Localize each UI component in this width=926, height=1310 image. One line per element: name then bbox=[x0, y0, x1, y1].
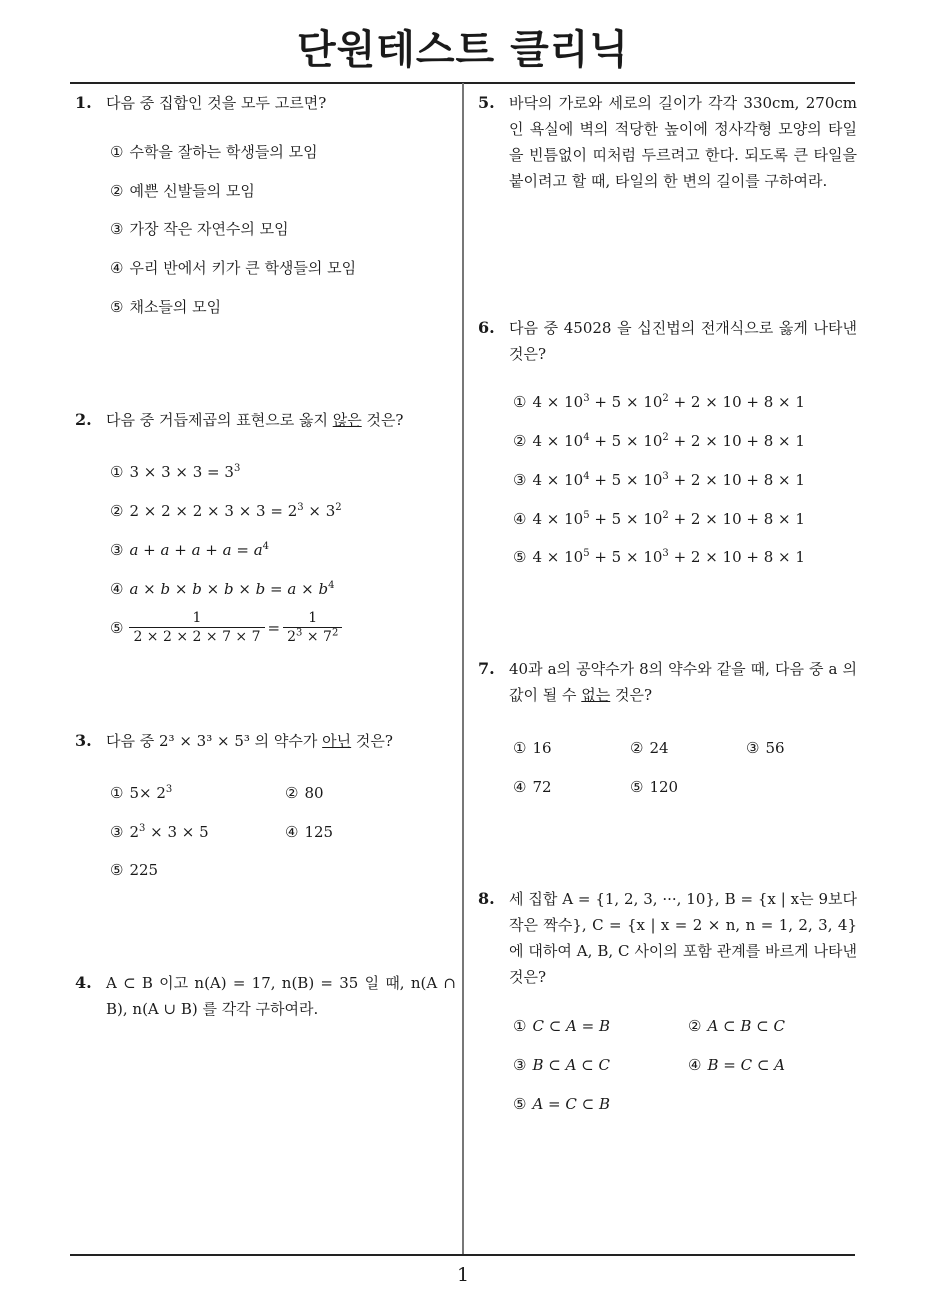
option-formula: $a \times b \times b \times b \times b = a \times b^4$ bbox=[129, 580, 335, 598]
option-text: 가장 작은 자연수의 모임 bbox=[129, 220, 289, 238]
option-formula: B ⊂ A ⊂ C bbox=[532, 1056, 610, 1074]
q3-option-5[interactable] bbox=[110, 860, 158, 880]
question-7 bbox=[478, 656, 857, 708]
fraction-right: $\frac{1}{2^3 \times 7^2}$ bbox=[283, 609, 342, 646]
q2-option-1[interactable] bbox=[110, 462, 240, 482]
q3-option-1[interactable] bbox=[110, 783, 172, 803]
option-marker: ④ bbox=[110, 580, 124, 598]
option-marker: ④ bbox=[285, 823, 299, 841]
q7-option-4[interactable] bbox=[513, 777, 552, 797]
option-marker: ① bbox=[513, 1017, 527, 1035]
option-formula: $5\times 2^3$ bbox=[129, 784, 173, 802]
question-1 bbox=[75, 90, 326, 116]
q7-option-1[interactable] bbox=[513, 738, 552, 758]
option-formula: A ⊂ B ⊂ C bbox=[707, 1017, 785, 1035]
option-text: 225 bbox=[129, 861, 159, 879]
option-formula: $4 \times 10^4 + 5 \times 10^2 + 2 \times 10 + 8 \times 1$ bbox=[532, 432, 805, 450]
q8-option-4[interactable] bbox=[688, 1055, 785, 1075]
option-marker: ③ bbox=[746, 739, 760, 757]
option-marker: ① bbox=[513, 393, 527, 411]
option-marker: ⑤ bbox=[630, 778, 644, 796]
option-marker: ④ bbox=[513, 510, 527, 528]
option-marker: ① bbox=[110, 143, 124, 161]
option-marker: ⑤ bbox=[110, 861, 124, 879]
option-marker: ② bbox=[110, 182, 124, 200]
option-text: 24 bbox=[649, 739, 669, 757]
question-6 bbox=[478, 315, 857, 367]
question-5 bbox=[478, 90, 857, 194]
question-4 bbox=[75, 970, 456, 1022]
question-number: 1. bbox=[75, 93, 92, 112]
q8-option-2[interactable] bbox=[688, 1016, 785, 1036]
option-marker: ④ bbox=[513, 778, 527, 796]
q6-option-1[interactable] bbox=[513, 392, 805, 412]
q1-option-5[interactable] bbox=[110, 297, 221, 317]
option-marker: ③ bbox=[110, 823, 124, 841]
option-formula: $4 \times 10^5 + 5 \times 10^2 + 2 \times 10 + 8 \times 1$ bbox=[532, 510, 805, 528]
q6-option-2[interactable] bbox=[513, 431, 805, 451]
option-marker: ① bbox=[110, 463, 124, 481]
option-formula: $4 \times 10^3 + 5 \times 10^2 + 2 \times 10 + 8 \times 1$ bbox=[532, 393, 805, 411]
option-text: 우리 반에서 키가 큰 학생들의 모임 bbox=[129, 259, 357, 277]
option-formula: A = C ⊂ B bbox=[532, 1095, 610, 1113]
option-marker: ② bbox=[285, 784, 299, 802]
option-marker: ① bbox=[110, 784, 124, 802]
option-formula: $2 \times 2 \times 2 \times 3 \times 3 = 2^3 \times 3^2$ bbox=[129, 502, 342, 520]
question-number: 5. bbox=[478, 93, 495, 112]
option-marker: ⑤ bbox=[110, 618, 124, 637]
option-marker: ② bbox=[513, 432, 527, 450]
q6-option-4[interactable] bbox=[513, 509, 805, 529]
question-number: 6. bbox=[478, 318, 495, 337]
question-text: 다음 중 45028 을 십진법의 전개식으로 옳게 나타낸 것은? bbox=[509, 319, 857, 363]
question-text: 40과 a의 공약수가 8의 약수와 같을 때, 다음 중 a 의 값이 될 수 없는 것은? bbox=[509, 660, 857, 704]
option-text: 예쁜 신발들의 모임 bbox=[129, 182, 255, 200]
q2-option-2[interactable] bbox=[110, 501, 342, 521]
question-2 bbox=[75, 407, 403, 433]
option-text: 수학을 잘하는 학생들의 모임 bbox=[129, 143, 318, 161]
option-marker: ③ bbox=[110, 220, 124, 238]
question-text: 다음 중 거듭제곱의 표현으로 옳지 않은 것은? bbox=[106, 411, 404, 429]
option-marker: ③ bbox=[513, 1056, 527, 1074]
option-text: 80 bbox=[304, 784, 324, 802]
q6-option-5[interactable] bbox=[513, 547, 805, 567]
page-title: 단원테스트 클리닉 bbox=[296, 27, 630, 73]
q8-option-5[interactable] bbox=[513, 1094, 610, 1114]
option-marker: ② bbox=[630, 739, 644, 757]
option-text: 120 bbox=[649, 778, 679, 796]
underlined-word: 않은 bbox=[332, 411, 362, 429]
option-marker: ④ bbox=[110, 259, 124, 277]
q1-option-4[interactable] bbox=[110, 258, 356, 278]
q3-option-3[interactable] bbox=[110, 822, 209, 842]
bottom-rule bbox=[70, 1254, 855, 1256]
option-text: 72 bbox=[532, 778, 552, 796]
option-formula: $3 \times 3 \times 3 = 3^3$ bbox=[129, 463, 241, 481]
q2-option-4[interactable] bbox=[110, 579, 334, 599]
q6-option-3[interactable] bbox=[513, 470, 805, 490]
option-marker: ② bbox=[110, 502, 124, 520]
q7-option-2[interactable] bbox=[630, 738, 669, 758]
question-number: 4. bbox=[75, 973, 92, 992]
q7-option-5[interactable] bbox=[630, 777, 678, 797]
column-divider bbox=[462, 83, 464, 1254]
question-text: 다음 중 집합인 것을 모두 고르면? bbox=[106, 94, 327, 112]
fraction-left: $\frac{1}{2 \times 2 \times 2 \times 7 \times 7}$ bbox=[129, 609, 264, 646]
q2-option-3[interactable] bbox=[110, 540, 269, 560]
option-marker: ③ bbox=[110, 541, 124, 559]
question-text: 다음 중 2³ × 3³ × 5³ 의 약수가 아닌 것은? bbox=[106, 732, 393, 750]
q1-option-1[interactable] bbox=[110, 142, 318, 162]
option-formula: $a + a + a + a = a^4$ bbox=[129, 541, 270, 559]
option-formula: $4 \times 10^4 + 5 \times 10^3 + 2 \times 10 + 8 \times 1$ bbox=[532, 471, 805, 489]
option-marker: ② bbox=[688, 1017, 702, 1035]
question-text: 바닥의 가로와 세로의 길이가 각각 330cm, 270cm 인 욕실에 벽의 적당한 높이에 정사각형 모양의 타일을 빈틈없이 띠처럼 두르려고 한다. 되도록 큰 타일을 붙이려고 할 때, 타일의 한 변의 길이를 구하여라. bbox=[509, 94, 857, 190]
q1-option-2[interactable] bbox=[110, 181, 255, 201]
question-8 bbox=[478, 886, 857, 990]
option-text: 16 bbox=[532, 739, 552, 757]
option-marker: ① bbox=[513, 739, 527, 757]
option-text: 채소들의 모임 bbox=[129, 298, 222, 316]
q8-option-3[interactable] bbox=[513, 1055, 610, 1075]
option-marker: ④ bbox=[688, 1056, 702, 1074]
underlined-word: 아닌 bbox=[322, 732, 352, 750]
q3-option-2[interactable] bbox=[285, 783, 324, 803]
underlined-word: 없는 bbox=[581, 686, 611, 704]
q3-option-4[interactable] bbox=[285, 822, 333, 842]
q2-option-5[interactable]: ⑤ $\frac{1}{2 \times 2 \times 2 \times 7 \times 7}$ = $\frac{1}{2^3 \times 7^2}$ bbox=[110, 609, 342, 646]
question-number: 8. bbox=[478, 889, 495, 908]
question-text: A ⊂ B 이고 n(A) = 17, n(B) = 35 일 때, n(A ∩ B), n(A ∪ B) 를 각각 구하여라. bbox=[106, 974, 456, 1018]
q8-option-1[interactable] bbox=[513, 1016, 610, 1036]
option-text: 56 bbox=[765, 739, 785, 757]
option-marker: ③ bbox=[513, 471, 527, 489]
option-marker: ⑤ bbox=[513, 1095, 527, 1113]
question-3 bbox=[75, 728, 393, 754]
option-formula: $4 \times 10^5 + 5 \times 10^3 + 2 \times 10 + 8 \times 1$ bbox=[532, 548, 805, 566]
option-formula: C ⊂ A = B bbox=[532, 1017, 610, 1035]
page-number: 1 bbox=[456, 1264, 470, 1286]
q7-option-3[interactable] bbox=[746, 738, 785, 758]
q1-option-3[interactable] bbox=[110, 219, 289, 239]
option-formula: $2^3 \times 3 \times 5$ bbox=[129, 823, 209, 841]
option-marker: ⑤ bbox=[513, 548, 527, 566]
option-marker: ⑤ bbox=[110, 298, 124, 316]
question-number: 2. bbox=[75, 410, 92, 429]
option-formula: B = C ⊂ A bbox=[707, 1056, 785, 1074]
option-text: 125 bbox=[304, 823, 334, 841]
question-number: 3. bbox=[75, 731, 92, 750]
question-number: 7. bbox=[478, 659, 495, 678]
question-text: 세 집합 A = {1, 2, 3, ···, 10}, B = {x | x는 9보다 작은 짝수}, C = {x | x = 2 × n, n = 1, 2, 3, 4} 에 대하여 A, B, C 사이의 포함 관계를 바르게 나타낸 것은? bbox=[509, 890, 857, 986]
